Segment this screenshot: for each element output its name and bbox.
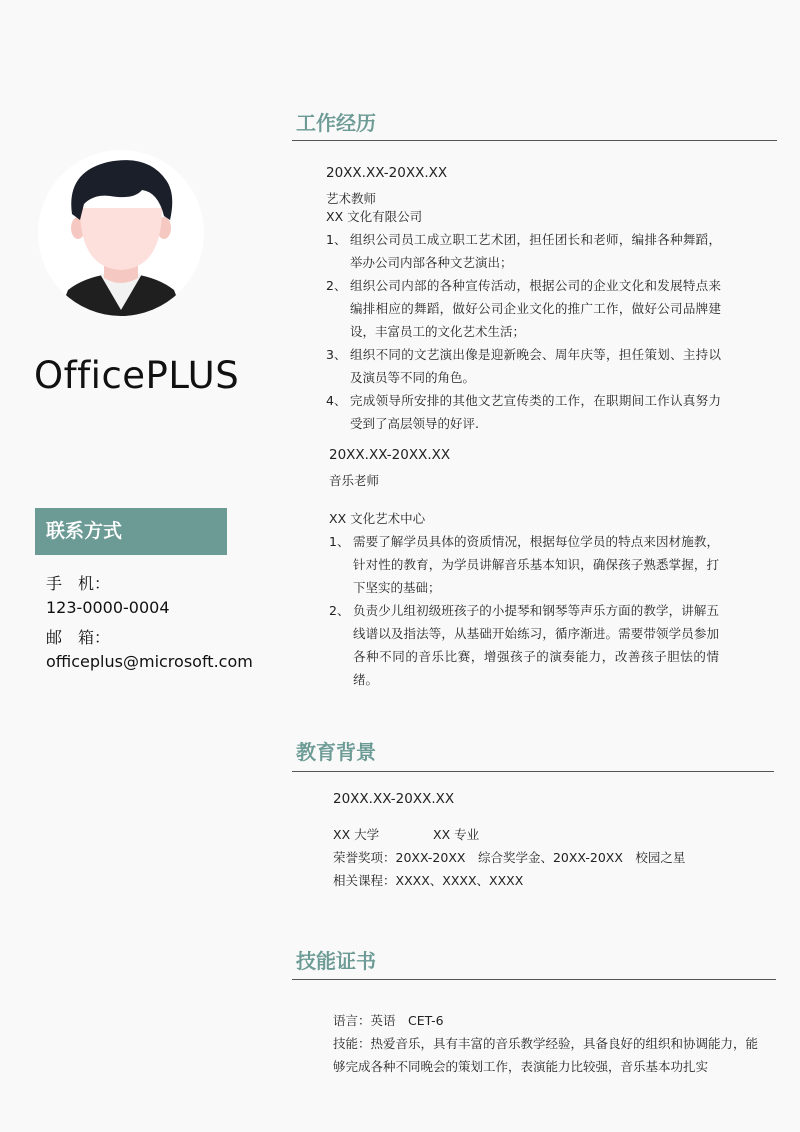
skills-line-2: 够完成各种不同晚会的策划工作，表演能力比较强，音乐基本功扎实 <box>333 1059 709 1074</box>
job-1-company: XX 文化有限公司 <box>326 209 423 224</box>
education-school: XX 大学 <box>333 827 380 842</box>
education-section-title: 教育背景 <box>296 740 376 764</box>
list-text: 组织公司内部的各种宣传活动，根据公司的企业文化和发展特点来编排相应的舞蹈，做好公司企业文化的推广工作，做好公司品牌建设，丰富员工的文化艺术生活； <box>350 278 721 339</box>
skills-section-divider <box>292 979 776 980</box>
list-text: 需要了解学员具体的资质情况，根据每位学员的特点来因材施教，针对性的教育，为学员讲解音乐基本知识，确保孩子熟悉掌握，打下坚实的基础； <box>353 534 719 595</box>
list-item <box>326 228 721 274</box>
list-number: 1、 <box>329 534 350 549</box>
list-item <box>326 389 721 435</box>
list-text: 完成领导所安排的其他文艺宣传类的工作，在职期间工作认真努力受到了高层领导的好评. <box>350 393 721 431</box>
job-1-role: 艺术教师 <box>326 191 377 206</box>
education-section-divider <box>292 771 774 772</box>
job-2-duties <box>329 530 719 691</box>
job-2-period: 20XX.XX-20XX.XX <box>329 447 451 463</box>
work-section-divider <box>292 140 777 141</box>
job-1-duties <box>326 228 721 435</box>
phone-label: 手 机： <box>46 574 111 593</box>
skills-line-1: 技能：热爱音乐，具有丰富的音乐教学经验，具备良好的组织和协调能力，能 <box>333 1036 759 1051</box>
education-major: XX 专业 <box>433 827 480 842</box>
education-period: 20XX.XX-20XX.XX <box>333 791 455 807</box>
work-section-title: 工作经历 <box>296 111 376 135</box>
education-honors: 荣誉奖项：20XX-20XX 综合奖学金、20XX-20XX 校园之星 <box>333 850 686 865</box>
avatar <box>38 150 204 316</box>
candidate-name: OfficePLUS <box>34 354 240 397</box>
list-text: 负责少儿组初级班孩子的小提琴和钢琴等声乐方面的教学，讲解五线谱以及指法等，从基础开始练习，循序渐进。需要带领学员参加各种不同的音乐比赛，增强孩子的演奏能力，改善孩子胆怯的情绪。 <box>353 603 719 687</box>
list-item <box>326 274 721 343</box>
skills-language: 语言：英语 CET-6 <box>333 1013 444 1028</box>
list-item <box>329 530 719 599</box>
list-item <box>329 599 719 691</box>
list-number: 2、 <box>329 603 350 618</box>
education-courses: 相关课程：XXXX、XXXX、XXXX <box>333 873 524 888</box>
list-number: 1、 <box>326 232 347 247</box>
list-text: 组织不同的文艺演出像是迎新晚会、周年庆等，担任策划、主持以及演员等不同的角色。 <box>350 347 721 385</box>
skills-section-title: 技能证书 <box>296 949 376 973</box>
list-number: 3、 <box>326 347 347 362</box>
list-item <box>326 343 721 389</box>
email-value: officeplus@microsoft.com <box>46 652 253 671</box>
email-label: 邮 箱： <box>46 628 111 647</box>
contact-section-title: 联系方式 <box>35 508 227 555</box>
list-number: 2、 <box>326 278 347 293</box>
job-2-company: XX 文化艺术中心 <box>329 511 426 526</box>
list-number: 4、 <box>326 393 347 408</box>
phone-value: 123-0000-0004 <box>46 598 170 617</box>
list-text: 组织公司员工成立职工艺术团，担任团长和老师，编排各种舞蹈，举办公司内部各种文艺演出； <box>350 232 721 270</box>
job-1-period: 20XX.XX-20XX.XX <box>326 165 448 181</box>
job-2-role: 音乐老师 <box>329 473 380 488</box>
